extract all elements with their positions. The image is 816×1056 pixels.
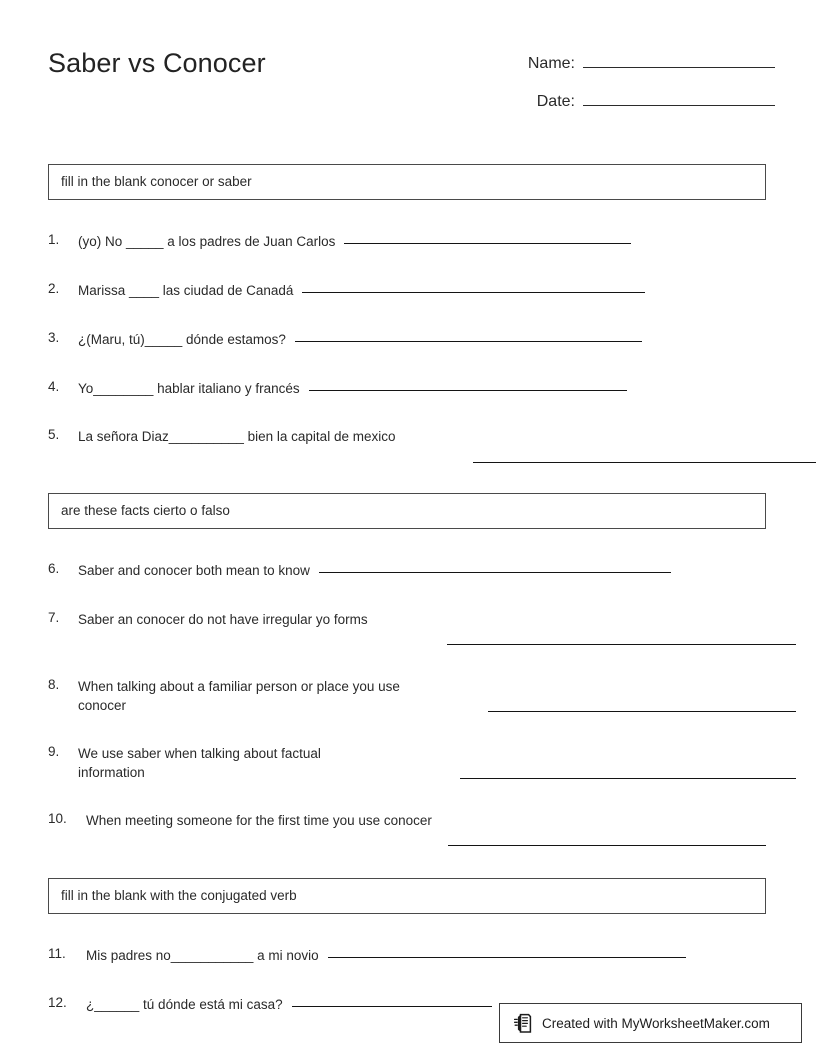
- watermark-label: Created with MyWorksheetMaker.com: [542, 1015, 770, 1031]
- question-1-body: [78, 232, 768, 251]
- question-6-answer[interactable]: [319, 563, 671, 573]
- question-4-answer[interactable]: [309, 381, 627, 391]
- question-9-text: We use saber when talking about factual information: [78, 746, 321, 780]
- question-8-text: When talking about a familiar person or place you use conocer: [78, 679, 400, 713]
- question-3-number: 3.: [48, 330, 60, 345]
- name-date-block: [505, 50, 775, 126]
- question-5-answer[interactable]: [473, 462, 816, 463]
- worksheet-header: [0, 0, 816, 140]
- name-input[interactable]: [583, 50, 775, 68]
- date-input[interactable]: [583, 88, 775, 106]
- question-8-number: 8.: [48, 677, 60, 692]
- section-header-3-label: fill in the blank with the conjugated verb: [61, 888, 297, 904]
- question-11-body: [86, 946, 776, 965]
- question-11-text: Mis padres no___________ a mi novio: [86, 948, 319, 963]
- question-1-text: (yo) No _____ a los padres de Juan Carlos: [78, 234, 336, 249]
- question-8-answer[interactable]: [488, 711, 796, 712]
- question-9-number: 9.: [48, 744, 60, 759]
- question-5-body: [78, 427, 768, 446]
- section-header-2: [48, 493, 766, 529]
- question-8: [48, 677, 768, 721]
- question-4-body: [78, 379, 768, 398]
- question-3-text: ¿(Maru, tú)_____ dónde estamos?: [78, 332, 286, 347]
- question-5-number: 5.: [48, 427, 60, 442]
- question-7-text: Saber an conocer do not have irregular yo forms: [78, 612, 368, 627]
- question-4-text: Yo________ hablar italiano y francés: [78, 381, 300, 396]
- question-2-body: [78, 281, 768, 300]
- question-9-answer[interactable]: [460, 778, 796, 779]
- section-header-1-label: fill in the blank conocer or saber: [61, 174, 252, 190]
- question-3-body: [78, 330, 768, 349]
- question-12-answer[interactable]: [292, 997, 492, 1007]
- question-4-number: 4.: [48, 379, 60, 394]
- date-label: Date:: [536, 93, 575, 110]
- question-10: [48, 811, 768, 855]
- date-row: [505, 88, 775, 126]
- question-10-body: [86, 811, 776, 830]
- question-7-body: [78, 610, 768, 629]
- section-header-1: [48, 164, 766, 200]
- question-12-number: 12.: [48, 995, 67, 1010]
- watermark-badge[interactable]: [499, 1003, 802, 1043]
- question-5: [48, 427, 768, 471]
- question-6-body: [78, 561, 768, 580]
- name-label: Name:: [527, 55, 575, 72]
- question-2-number: 2.: [48, 281, 60, 296]
- question-7-answer[interactable]: [447, 644, 796, 645]
- question-2-answer[interactable]: [302, 283, 645, 293]
- question-10-answer[interactable]: [448, 845, 766, 846]
- question-1-number: 1.: [48, 232, 60, 247]
- worksheet-document-icon: [514, 1013, 533, 1034]
- question-7-number: 7.: [48, 610, 60, 625]
- question-11-number: 11.: [48, 946, 66, 961]
- question-9-body: [78, 744, 768, 782]
- question-2-text: Marissa ____ las ciudad de Canadá: [78, 283, 294, 298]
- question-8-body: [78, 677, 768, 715]
- section-header-3: [48, 878, 766, 914]
- question-11-answer[interactable]: [328, 948, 686, 958]
- question-10-number: 10.: [48, 811, 67, 826]
- question-7: [48, 610, 768, 654]
- page-title: Saber vs Conocer: [48, 48, 266, 78]
- name-row: [505, 50, 775, 88]
- question-3-answer[interactable]: [295, 332, 642, 342]
- question-9: [48, 744, 768, 788]
- question-10-text: When meeting someone for the first time you use conocer: [86, 813, 432, 828]
- question-12-text: ¿______ tú dónde está mi casa?: [86, 997, 283, 1012]
- question-6-number: 6.: [48, 561, 60, 576]
- question-1-answer[interactable]: [344, 234, 631, 244]
- section-header-2-label: are these facts cierto o falso: [61, 503, 230, 519]
- question-5-text: La señora Diaz__________ bien la capital de mexico: [78, 429, 396, 444]
- question-6-text: Saber and conocer both mean to know: [78, 563, 310, 578]
